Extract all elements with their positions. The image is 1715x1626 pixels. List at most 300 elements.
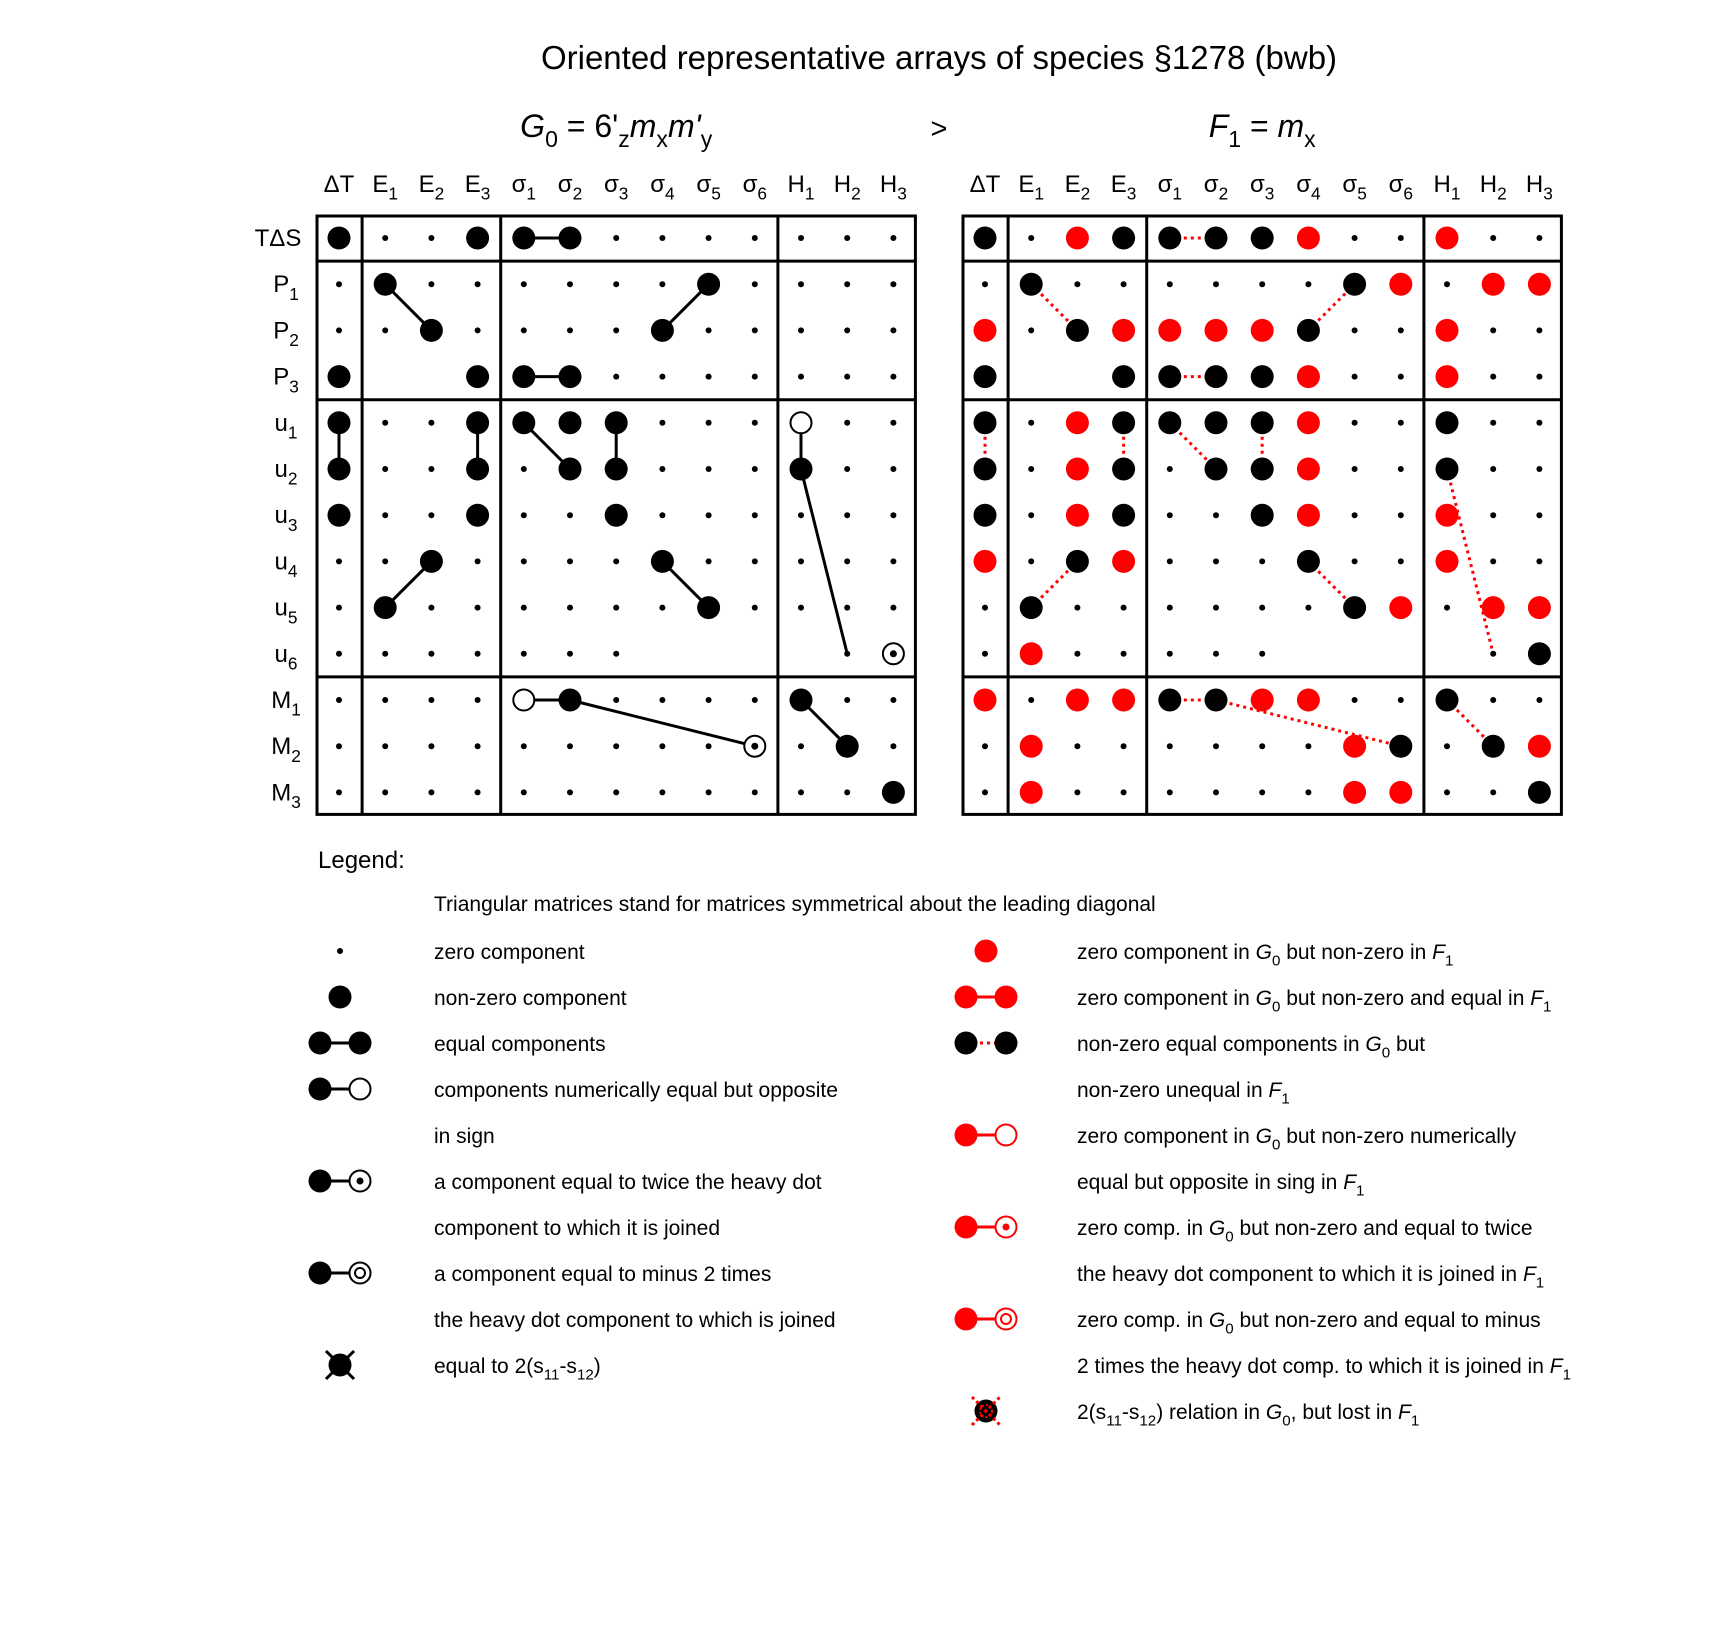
nonzero-dot	[420, 319, 443, 342]
legend-text: in sign	[434, 1125, 495, 1148]
zero-dot	[521, 558, 527, 564]
nonzero-dot	[1158, 411, 1181, 434]
legend-text: equal components	[434, 1033, 606, 1056]
zero-dot	[1490, 327, 1496, 333]
column-label: $H_2$	[833, 171, 861, 204]
zero-dot	[1398, 558, 1404, 564]
zero-dot	[706, 697, 712, 703]
nonzero-dot	[1343, 273, 1366, 296]
red-nonzero-dot	[1251, 319, 1274, 342]
nonzero-dot	[559, 411, 582, 434]
legend-text: component to which it is joined	[434, 1217, 720, 1240]
zero-dot	[890, 420, 896, 426]
zero-dot	[752, 466, 758, 472]
row-label: $u_4$	[274, 548, 298, 582]
red-nonzero-dot	[1528, 596, 1551, 619]
red-nonzero-dot	[1066, 504, 1089, 527]
red-nonzero-dot	[1112, 319, 1135, 342]
zero-dot	[428, 281, 434, 287]
zero-dot	[1259, 743, 1265, 749]
nonzero-dot	[1205, 365, 1228, 388]
matrix-heading: $F_1 = m_x$	[1208, 108, 1316, 153]
zero-dot	[521, 512, 527, 518]
zero-dot	[382, 327, 388, 333]
nonzero-dot	[466, 458, 489, 481]
zero-dot	[428, 235, 434, 241]
nonzero-dot	[1066, 550, 1089, 573]
zero-dot	[844, 466, 850, 472]
column-label: $E_1$	[372, 171, 399, 204]
column-label: $H_3$	[879, 171, 907, 204]
zero-dot	[567, 327, 573, 333]
zero-dot	[336, 743, 342, 749]
red-nonzero-dot	[955, 1216, 978, 1239]
nonzero-dot	[974, 504, 997, 527]
zero-dot	[1490, 235, 1496, 241]
zero-dot	[1028, 512, 1034, 518]
red-nonzero-dot	[1066, 689, 1089, 712]
zero-dot	[521, 651, 527, 657]
legend-text: equal but opposite in sing in $F_1$	[1077, 1171, 1365, 1200]
zero-dot	[982, 281, 988, 287]
zero-dot	[1398, 420, 1404, 426]
nonzero-dot	[1205, 227, 1228, 250]
zero-dot	[982, 789, 988, 795]
zero-dot	[1213, 281, 1219, 287]
zero-dot	[659, 605, 665, 611]
legend-text: 2 times the heavy dot comp. to which it is joined in $F_1$	[1077, 1355, 1571, 1384]
zero-dot	[844, 558, 850, 564]
row-label: $u_1$	[274, 409, 298, 443]
nonzero-dot	[651, 319, 674, 342]
legend-red-ring	[996, 1125, 1017, 1146]
zero-dot	[1490, 420, 1496, 426]
zero-dot	[1167, 789, 1173, 795]
nonzero-dot	[974, 458, 997, 481]
column-label: $\sigma_5$	[1342, 171, 1367, 204]
nonzero-dot	[1297, 319, 1320, 342]
zero-dot	[1305, 789, 1311, 795]
nonzero-dot	[1112, 411, 1135, 434]
nonzero-dot	[1251, 365, 1274, 388]
nonzero-dot	[882, 781, 905, 804]
zero-dot	[1444, 789, 1450, 795]
zero-dot	[706, 743, 712, 749]
zero-dot	[613, 605, 619, 611]
zero-dot	[1536, 697, 1542, 703]
legend-text: equal to $2(s_{11}-s_{12})$	[434, 1355, 601, 1384]
row-label: $M_1$	[271, 687, 301, 720]
nonzero-dot	[1112, 458, 1135, 481]
nonzero-dot	[1436, 689, 1459, 712]
legend-text: zero component in $G_0$ but non-zero numerically	[1077, 1125, 1517, 1154]
zero-dot	[613, 374, 619, 380]
zero-dot	[567, 512, 573, 518]
column-label: $\sigma_2$	[557, 171, 583, 204]
nonzero-dot	[1528, 781, 1551, 804]
zero-dot	[1352, 327, 1358, 333]
column-label: $H_1$	[1433, 171, 1461, 204]
red-nonzero-dot	[1436, 227, 1459, 250]
zero-dot	[1536, 420, 1542, 426]
zero-dot	[844, 651, 850, 657]
red-nonzero-dot	[955, 986, 978, 1009]
legend-item	[955, 986, 1552, 1016]
nonzero-dot	[349, 1032, 372, 1055]
nonzero-dot	[605, 458, 628, 481]
zero-dot	[1028, 558, 1034, 564]
zero-dot	[844, 512, 850, 518]
zero-dot	[382, 420, 388, 426]
group-relation-symbol: >	[930, 113, 948, 145]
column-label: $E_2$	[1064, 171, 1091, 204]
nonzero-dot	[974, 365, 997, 388]
zero-dot	[890, 743, 896, 749]
legend-item	[955, 1216, 1545, 1292]
zero-dot	[890, 605, 896, 611]
column-label: $H_2$	[1479, 171, 1507, 204]
zero-dot	[1074, 789, 1080, 795]
zero-dot	[613, 743, 619, 749]
zero-dot	[1028, 697, 1034, 703]
zero-dot	[521, 743, 527, 749]
zero-dot	[428, 420, 434, 426]
column-label: $\sigma_1$	[511, 171, 537, 204]
zero-dot	[706, 374, 712, 380]
legend	[309, 847, 1571, 1430]
nonzero-dot	[328, 227, 351, 250]
legend-text: zero component	[434, 941, 585, 964]
column-label: $\sigma_2$	[1203, 171, 1229, 204]
nonzero-dot	[1436, 411, 1459, 434]
legend-item	[972, 1397, 1419, 1430]
red-nonzero-dot	[1066, 411, 1089, 434]
red-nonzero-dot	[1158, 319, 1181, 342]
zero-dot	[1167, 651, 1173, 657]
zero-dot	[1121, 605, 1127, 611]
row-label: TΔS	[254, 225, 302, 252]
red-nonzero-dot	[955, 1124, 978, 1147]
zero-dot	[1167, 512, 1173, 518]
red-nonzero-dot	[1297, 689, 1320, 712]
zero-dot	[567, 743, 573, 749]
legend-left-column	[309, 941, 838, 1384]
zero-dot	[521, 789, 527, 795]
zero-dot	[1305, 281, 1311, 287]
red-nonzero-dot	[1297, 227, 1320, 250]
zero-dot	[844, 235, 850, 241]
zero-dot	[752, 235, 758, 241]
zero-dot	[428, 512, 434, 518]
zero-dot	[521, 327, 527, 333]
row-label: $u_3$	[274, 502, 298, 535]
zero-dot	[706, 512, 712, 518]
solid-link	[570, 700, 755, 746]
nonzero-dot	[1343, 596, 1366, 619]
zero-dot	[475, 789, 481, 795]
legend-text: components numerically equal but opposite	[434, 1079, 838, 1102]
zero-dot	[1167, 558, 1173, 564]
nonzero-dot	[328, 458, 351, 481]
zero-dot	[1167, 743, 1173, 749]
zero-dot	[1121, 743, 1127, 749]
legend-red-dot	[975, 940, 998, 963]
red-nonzero-dot	[955, 1308, 978, 1331]
zero-dot	[752, 420, 758, 426]
nonzero-dot	[1297, 550, 1320, 573]
zero-dot	[1352, 374, 1358, 380]
nonzero-dot	[309, 1262, 332, 1285]
nonzero-dot	[328, 411, 351, 434]
legend-text: non-zero component	[434, 987, 627, 1010]
nonzero-dot	[466, 504, 489, 527]
zero-dot	[475, 697, 481, 703]
zero-dot	[1259, 558, 1265, 564]
zero-dot	[706, 466, 712, 472]
row-label: $u_5$	[274, 594, 298, 628]
row-label: $P_3$	[273, 363, 299, 397]
zero-dot	[752, 697, 758, 703]
zero-dot	[1167, 281, 1173, 287]
zero-dot	[1536, 327, 1542, 333]
row-label: $u_6$	[274, 640, 298, 674]
column-label: $E_2$	[418, 171, 445, 204]
red-nonzero-dot	[1528, 735, 1551, 758]
nonzero-dot	[466, 227, 489, 250]
zero-dot	[1352, 512, 1358, 518]
legend-item	[975, 940, 1454, 970]
red-nonzero-dot	[1297, 458, 1320, 481]
red-nonzero-dot	[1343, 781, 1366, 804]
nonzero-dot	[1389, 735, 1412, 758]
red-nonzero-dot	[1482, 273, 1505, 296]
legend-text: zero comp. in $G_0$ but non-zero and equal to twice	[1077, 1217, 1533, 1246]
zero-dot	[752, 374, 758, 380]
nonzero-dot	[328, 504, 351, 527]
zero-dot	[567, 281, 573, 287]
nonzero-dot	[1251, 227, 1274, 250]
zero-dot	[336, 651, 342, 657]
zero-dot	[1490, 789, 1496, 795]
nonzero-dot	[1020, 273, 1043, 296]
zero-dot	[1028, 466, 1034, 472]
zero-dot	[1490, 512, 1496, 518]
red-nonzero-dot	[1297, 504, 1320, 527]
zero-dot	[613, 651, 619, 657]
zero-dot	[706, 420, 712, 426]
matrix-cells	[974, 227, 1551, 804]
column-label: $\sigma_6$	[1388, 171, 1414, 204]
nonzero-dot	[559, 365, 582, 388]
legend-item	[955, 1308, 1571, 1384]
zero-dot	[706, 235, 712, 241]
zero-dot	[798, 374, 804, 380]
zero-dot	[336, 327, 342, 333]
zero-dot	[613, 281, 619, 287]
zero-dot	[1490, 697, 1496, 703]
zero-dot	[1444, 281, 1450, 287]
matrix-links	[339, 238, 847, 746]
zero-dot	[1398, 327, 1404, 333]
nonzero-dot	[559, 458, 582, 481]
red-nonzero-dot	[1020, 642, 1043, 665]
legend-item	[329, 986, 627, 1011]
nonzero-dot	[1205, 458, 1228, 481]
zero-dot	[752, 605, 758, 611]
legend-item	[309, 1170, 822, 1241]
zero-dot	[336, 789, 342, 795]
nonzero-dot	[374, 596, 397, 619]
legend-item	[309, 1262, 836, 1333]
red-nonzero-dot	[974, 319, 997, 342]
zero-dot	[1352, 697, 1358, 703]
zero-dot	[659, 789, 665, 795]
zero-dot	[1398, 466, 1404, 472]
zero-dot	[1259, 605, 1265, 611]
legend-item	[326, 1351, 601, 1384]
nonzero-dot	[309, 1170, 332, 1193]
opposite-sign-dot	[791, 412, 812, 433]
zero-dot	[752, 327, 758, 333]
row-label: $M_2$	[271, 733, 301, 766]
nonzero-dot	[1158, 365, 1181, 388]
zero-dot	[1213, 512, 1219, 518]
legend-nonzero-dot	[329, 986, 352, 1009]
nonzero-dot	[1066, 319, 1089, 342]
nonzero-dot	[974, 411, 997, 434]
diagram-title: Oriented representative arrays of species §1278 (bwb)	[540, 39, 1338, 76]
zero-dot	[890, 697, 896, 703]
zero-dot	[1398, 512, 1404, 518]
nonzero-dot	[466, 365, 489, 388]
nonzero-dot	[1158, 227, 1181, 250]
zero-dot	[521, 281, 527, 287]
zero-dot	[844, 789, 850, 795]
zero-dot	[752, 558, 758, 564]
legend-item	[955, 1032, 1426, 1108]
zero-dot	[1213, 605, 1219, 611]
red-nonzero-dot	[974, 689, 997, 712]
legend-text: a component equal to minus 2 times	[434, 1263, 772, 1286]
legend-text: a component equal to twice the heavy dot	[434, 1171, 822, 1194]
matrix-g0	[255, 108, 916, 814]
column-label: $\sigma_1$	[1157, 171, 1183, 204]
zero-dot	[1352, 466, 1358, 472]
red-nonzero-dot	[974, 550, 997, 573]
zero-dot	[1444, 605, 1450, 611]
nonzero-dot	[1528, 642, 1551, 665]
zero-dot	[613, 558, 619, 564]
nonzero-dot	[374, 273, 397, 296]
nonzero-dot	[974, 227, 997, 250]
zero-dot	[336, 605, 342, 611]
row-label: $M_3$	[271, 779, 301, 813]
column-label: $\sigma_3$	[1249, 171, 1275, 204]
zero-dot	[1536, 235, 1542, 241]
red-nonzero-dot	[1482, 596, 1505, 619]
zero-dot	[1167, 605, 1173, 611]
zero-dot	[844, 697, 850, 703]
legend-item	[955, 1124, 1517, 1200]
zero-dot	[382, 743, 388, 749]
red-nonzero-dot	[1389, 596, 1412, 619]
red-nonzero-dot	[1066, 227, 1089, 250]
zero-dot	[475, 327, 481, 333]
nonzero-dot	[605, 504, 628, 527]
nonzero-dot	[1436, 458, 1459, 481]
matrix-heading: $G_0 = 6'_zm_xm'_y$	[520, 108, 713, 153]
nonzero-dot	[651, 550, 674, 573]
zero-dot	[336, 697, 342, 703]
zero-dot	[382, 651, 388, 657]
zero-dot	[982, 743, 988, 749]
opposite-sign-dot	[350, 1079, 371, 1100]
red-nonzero-dot	[1436, 550, 1459, 573]
nonzero-dot	[512, 227, 535, 250]
zero-dot	[1536, 512, 1542, 518]
zero-dot	[890, 327, 896, 333]
nonzero-dot	[512, 365, 535, 388]
nonzero-dot	[790, 458, 813, 481]
zero-dot	[890, 466, 896, 472]
zero-dot	[521, 466, 527, 472]
legend-text: zero comp. in $G_0$ but non-zero and equal to minus	[1077, 1309, 1541, 1338]
column-label: $\sigma_3$	[603, 171, 629, 204]
nonzero-dot	[559, 227, 582, 250]
opposite-sign-dot	[513, 690, 534, 711]
nonzero-dot	[836, 735, 859, 758]
zero-dot	[1213, 558, 1219, 564]
zero-dot	[844, 281, 850, 287]
zero-dot	[475, 743, 481, 749]
zero-dot	[1213, 743, 1219, 749]
legend-red-ring-center	[1003, 1224, 1010, 1231]
nonzero-dot	[1112, 504, 1135, 527]
row-label: $P_1$	[273, 271, 299, 304]
column-label: $H_1$	[787, 171, 815, 204]
column-label: $\sigma_4$	[1296, 171, 1321, 204]
zero-dot	[1305, 743, 1311, 749]
nonzero-dot	[1482, 735, 1505, 758]
zero-dot	[1305, 605, 1311, 611]
zero-dot	[1536, 558, 1542, 564]
legend-text: non-zero unequal in $F_1$	[1077, 1079, 1290, 1108]
zero-dot	[1028, 327, 1034, 333]
zero-dot	[475, 281, 481, 287]
zero-dot	[428, 789, 434, 795]
zero-dot	[567, 651, 573, 657]
nonzero-dot	[559, 689, 582, 712]
column-label: $E_3$	[1110, 171, 1137, 204]
legend-text: non-zero equal components in $G_0$ but	[1077, 1033, 1426, 1062]
column-label: $\sigma_5$	[696, 171, 721, 204]
zero-dot	[798, 512, 804, 518]
zero-dot	[428, 605, 434, 611]
nonzero-dot	[955, 1032, 978, 1055]
zero-dot	[1490, 374, 1496, 380]
row-label: $P_2$	[273, 317, 299, 351]
zero-dot	[521, 605, 527, 611]
column-label: ΔT	[323, 171, 355, 198]
zero-dot	[1444, 743, 1450, 749]
zero-dot	[659, 374, 665, 380]
zero-dot	[890, 374, 896, 380]
zero-dot	[890, 512, 896, 518]
nonzero-dot	[1251, 504, 1274, 527]
zero-dot	[428, 743, 434, 749]
nonzero-dot	[309, 1078, 332, 1101]
zero-dot	[1259, 281, 1265, 287]
